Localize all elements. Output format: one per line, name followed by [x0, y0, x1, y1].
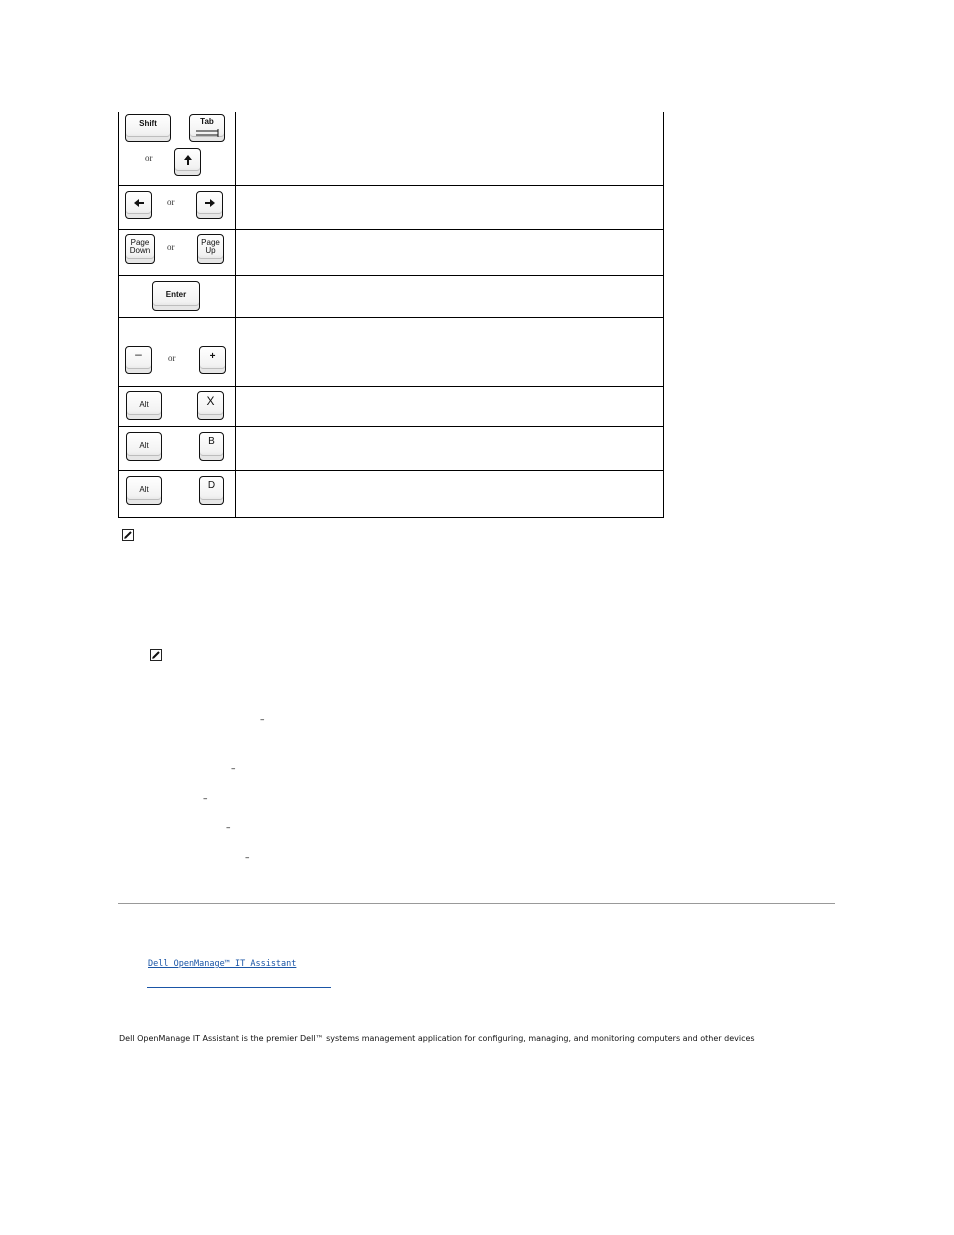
- dash-mark: –: [231, 764, 236, 774]
- enter-key: Enter: [152, 281, 200, 311]
- table-row: [119, 230, 664, 276]
- empty-link-underline[interactable]: [147, 987, 331, 988]
- dash-mark: –: [245, 853, 250, 863]
- right-arrow-key: [196, 191, 223, 219]
- intro-paragraph: Dell OpenManage IT Assistant is the premier Dell™ systems management application for configuring, managing, and monitoring computers and other devices: [119, 1034, 755, 1043]
- table-row: [119, 276, 664, 318]
- it-assistant-link[interactable]: Dell OpenManage™ IT Assistant: [148, 959, 297, 969]
- keys-cell: [119, 427, 236, 471]
- description-cell: [236, 230, 664, 276]
- left-arrow-icon: [134, 199, 144, 207]
- table-row: [119, 186, 664, 230]
- up-arrow-key: [174, 148, 201, 176]
- or-label: or: [168, 353, 176, 363]
- b-key: B: [199, 432, 224, 461]
- keys-cell: [119, 471, 236, 518]
- page-down-key: Page Down: [125, 234, 155, 264]
- tab-key-label: Tab: [200, 117, 214, 126]
- description-cell: [236, 471, 664, 518]
- dash-mark: –: [260, 715, 265, 725]
- page-up-key: Page Up: [197, 234, 224, 264]
- minus-key: –: [125, 346, 152, 374]
- left-arrow-key: [125, 191, 152, 219]
- alt-key: Alt: [126, 476, 162, 505]
- description-cell: [236, 387, 664, 427]
- up-arrow-icon: [184, 155, 192, 165]
- shift-key: Shift: [125, 114, 171, 142]
- dash-mark: –: [203, 794, 208, 804]
- alt-key: Alt: [126, 432, 162, 461]
- table-row: [119, 427, 664, 471]
- description-cell: [236, 318, 664, 387]
- table-row: [119, 112, 664, 186]
- keys-cell: [119, 276, 236, 318]
- description-cell: [236, 427, 664, 471]
- or-label: or: [167, 197, 175, 207]
- alt-key: Alt: [126, 391, 162, 420]
- table-row: [119, 318, 664, 387]
- keys-cell: [119, 230, 236, 276]
- keys-cell: [119, 186, 236, 230]
- tab-arrows-icon: [196, 129, 220, 137]
- keystroke-table: [118, 112, 664, 518]
- keys-cell: [119, 387, 236, 427]
- horizontal-divider: [118, 903, 835, 904]
- d-key: D: [199, 476, 224, 505]
- note-icon: [122, 529, 134, 541]
- table-row: [119, 471, 664, 518]
- keys-cell: [119, 112, 236, 186]
- table-row: [119, 387, 664, 427]
- tab-key: [189, 114, 225, 142]
- keys-cell: [119, 318, 236, 387]
- or-label: or: [145, 153, 153, 163]
- right-arrow-icon: [205, 199, 215, 207]
- or-label: or: [167, 242, 175, 252]
- description-cell: [236, 112, 664, 186]
- description-cell: [236, 186, 664, 230]
- note-icon: [150, 649, 162, 661]
- plus-key: +: [199, 346, 226, 374]
- x-key: X: [197, 391, 224, 420]
- dash-mark: –: [226, 823, 231, 833]
- description-cell: [236, 276, 664, 318]
